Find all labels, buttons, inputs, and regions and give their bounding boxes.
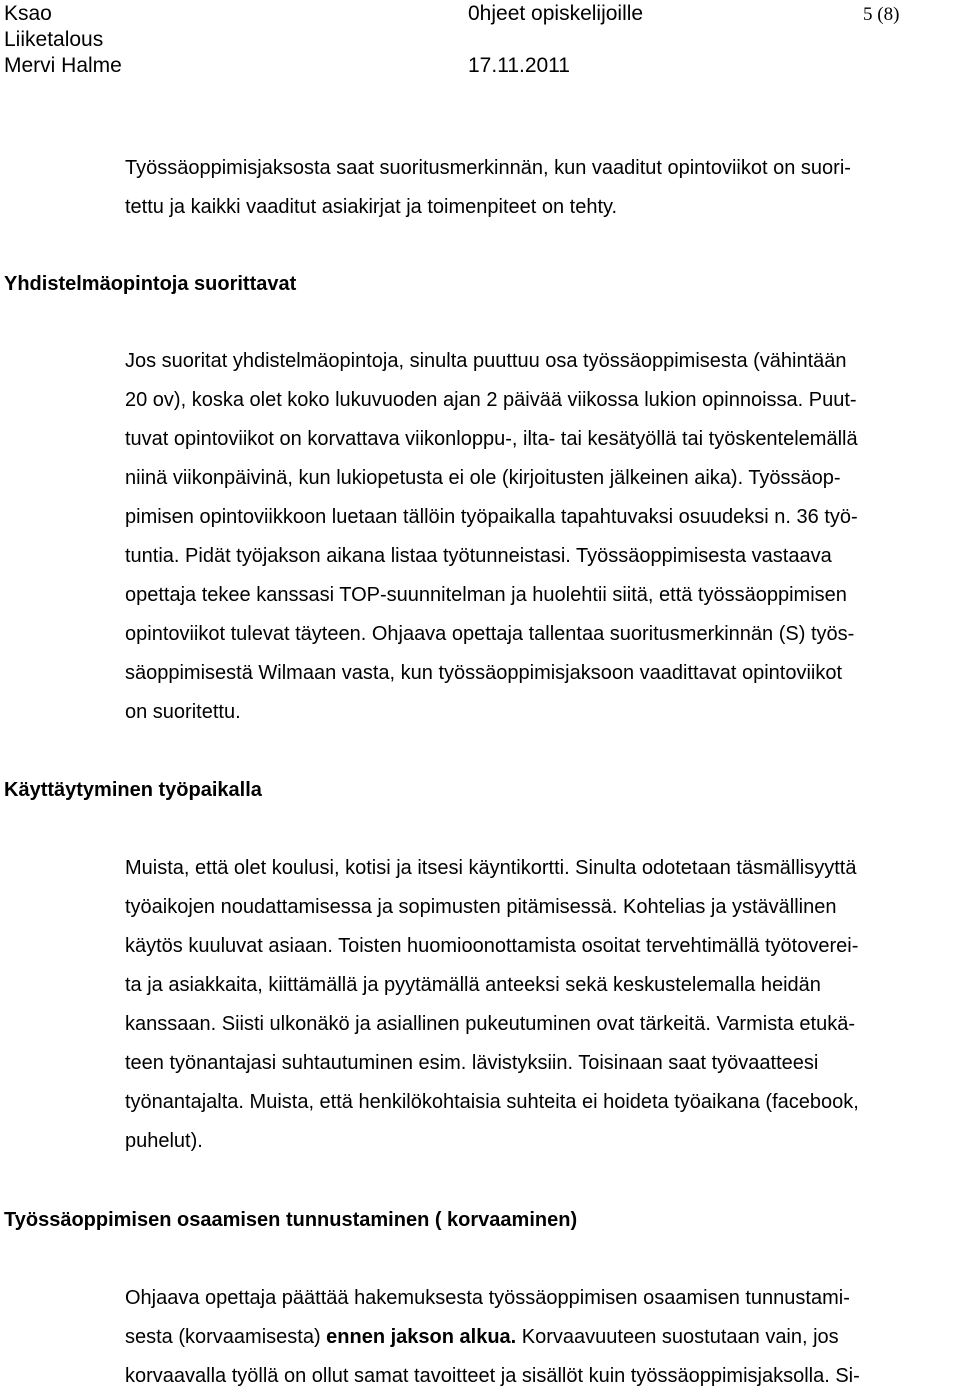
text-line: opettaja tekee kanssasi TOP-suunnitelman ja huolehtii siitä, että työssäoppimisen: [125, 584, 847, 606]
text-line: on suoritettu.: [125, 701, 241, 723]
text-line: teen työnantajasi suhtautuminen esim. lävistyksiin. Toisinaan saat työvaatteesi: [125, 1052, 819, 1074]
text-line: työaikojen noudattamisessa ja sopimusten pitämisessä. Kohtelias ja ystävällinen: [125, 896, 837, 918]
text-span: sesta (korvaamisesta): [125, 1326, 327, 1348]
text-line: työnantajalta. Muista, että henkilökohtaisia suhteita ei hoideta työaikana (facebook,: [125, 1091, 859, 1113]
text-line: opintoviikot tulevat täyteen. Ohjaava opettaja tallentaa suoritusmerkinnän (S) työs-: [125, 623, 855, 645]
header-org: Ksao: [4, 2, 52, 25]
header-title: 0hjeet opiskelijoille: [468, 2, 644, 25]
text-span: Korvaavuuteen suostutaan vain, jos: [516, 1326, 839, 1348]
text-line: ta ja asiakkaita, kiittämällä ja pyytämällä anteeksi sekä keskustelemalla heidän: [125, 974, 821, 996]
text-line: Muista, että olet koulusi, kotisi ja itsesi käyntikortti. Sinulta odotetaan täsmällisyyttä: [125, 857, 857, 879]
header-author: Mervi Halme: [4, 54, 122, 77]
text-line: tuntia. Pidät työjakson aikana listaa työtunneistasi. Työssäoppimisesta vastaava: [125, 545, 832, 567]
section-heading: Käyttäytyminen työpaikalla: [4, 779, 262, 801]
text-line: kanssaan. Siisti ulkonäkö ja asiallinen pukeutuminen ovat tärkeitä. Varmista etukä-: [125, 1013, 856, 1035]
text-line: Työssäoppimisjaksosta saat suoritusmerkinnän, kun vaaditut opintoviikot on suori-: [125, 157, 851, 179]
text-line-mixed: [125, 1325, 839, 1349]
emphasis-text: ennen jakson alkua.: [326, 1326, 517, 1348]
text-line: puhelut).: [125, 1130, 203, 1152]
text-line: tettu ja kaikki vaaditut asiakirjat ja toimenpiteet on tehty.: [125, 196, 618, 218]
section-heading: Yhdistelmäopintoja suorittavat: [4, 273, 297, 295]
text-line: pimisen opintoviikkoon luetaan tällöin työpaikalla tapahtuvaksi osuudeksi n. 36 työ-: [125, 506, 858, 528]
section-heading: Työssäoppimisen osaamisen tunnustaminen ( korvaaminen): [4, 1209, 578, 1231]
text-line: korvaavalla työllä on ollut samat tavoitteet ja sisällöt kuin työssäoppimisjaksolla. Si-: [125, 1365, 860, 1387]
header-date: 17.11.2011: [468, 54, 570, 77]
header-department: Liiketalous: [4, 28, 104, 51]
text-line: säoppimisestä Wilmaan vasta, kun työssäoppimisjaksoon vaadittavat opintoviikot: [125, 662, 843, 684]
header-page-number: 5 (8): [863, 4, 900, 25]
text-line: tuvat opintoviikot on korvattava viikonloppu-, ilta- tai kesätyöllä tai työskentelemällä: [125, 428, 858, 450]
text-line: Ohjaava opettaja päättää hakemuksesta työssäoppimisen osaamisen tunnustami-: [125, 1287, 850, 1309]
text-line: 20 ov), koska olet koko lukuvuoden ajan 2 päivää viikossa lukion opinnoissa. Puut-: [125, 389, 857, 411]
text-line: käytös kuuluvat asiaan. Toisten huomioonottamista osoitat tervehtimällä työtoverei-: [125, 935, 859, 957]
text-line: niinä viikonpäivinä, kun lukiopetusta ei ole (kirjoitusten jälkeinen aika). Työssäop-: [125, 467, 841, 489]
text-line: Jos suoritat yhdistelmäopintoja, sinulta puuttuu osa työssäoppimisesta (vähintään: [125, 350, 847, 372]
